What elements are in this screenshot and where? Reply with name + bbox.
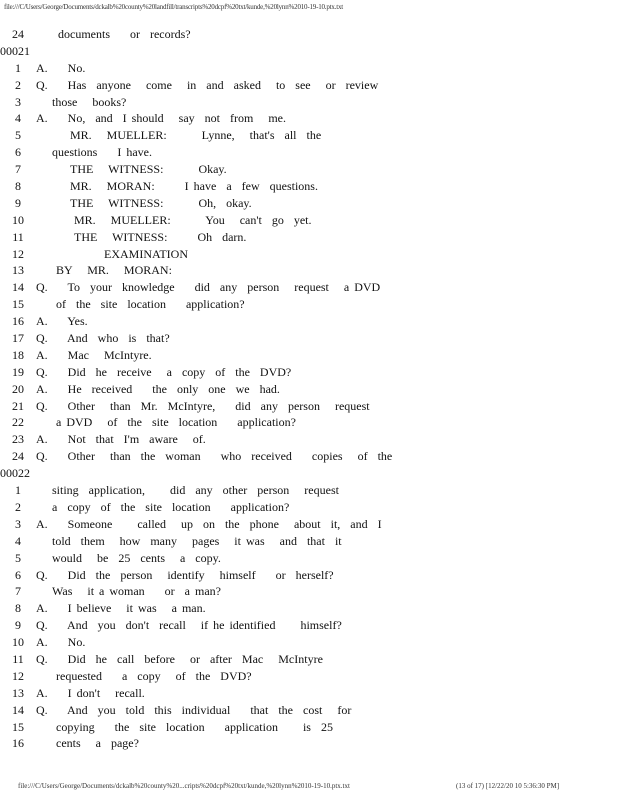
- line-number: 12: [12, 668, 24, 683]
- line-text: Q. Did the person identify himself or herself?: [36, 567, 334, 582]
- line-number: 9: [15, 618, 21, 633]
- line-number: 20: [12, 381, 24, 396]
- transcript-line: [0, 719, 618, 736]
- line-text: A. Not that I'm aware of.: [36, 432, 206, 447]
- line-text: THE WITNESS: Okay.: [70, 162, 227, 177]
- line-number: 4: [15, 533, 21, 548]
- line-number: 8: [15, 601, 21, 616]
- transcript-line: [0, 499, 618, 516]
- line-text: requested a copy of the DVD?: [56, 668, 252, 683]
- line-text: Q. Did he call before or after Mac McIntyre: [36, 651, 323, 666]
- line-text: those books?: [52, 94, 127, 109]
- transcript-line: [0, 77, 618, 94]
- line-text: A. No.: [36, 60, 86, 75]
- line-number: 11: [12, 651, 24, 666]
- line-text: A. He received the only one we had.: [36, 381, 280, 396]
- line-number: 6: [15, 567, 21, 582]
- transcript-line: [0, 482, 618, 499]
- line-number: 23: [12, 432, 24, 447]
- transcript-line: [0, 296, 618, 313]
- transcript-line: [0, 144, 618, 161]
- line-number: 15: [12, 719, 24, 734]
- transcript-line: [0, 60, 618, 77]
- transcript-line: [0, 398, 618, 415]
- page-number-line: [0, 465, 618, 482]
- line-text: Q. And who is that?: [36, 331, 170, 346]
- line-number: 10: [12, 212, 24, 227]
- transcript-line: [0, 431, 618, 448]
- line-number: 24: [12, 27, 24, 41]
- page-number: 00022: [0, 466, 30, 481]
- line-number: 13: [12, 685, 24, 700]
- line-text: of the site location application?: [56, 297, 245, 312]
- transcript-line: [0, 127, 618, 144]
- transcript-line: [0, 262, 618, 279]
- transcript-line: [0, 330, 618, 347]
- transcript-line: [0, 651, 618, 668]
- transcript-body: [0, 26, 618, 752]
- line-text: MR. MUELLER: Lynne, that's all the: [70, 128, 322, 143]
- line-text: Q. Did he receive a copy of the DVD?: [36, 364, 292, 379]
- line-text: a copy of the site location application?: [52, 499, 290, 514]
- page-info: (13 of 17) [12/22/20 10 5:36:30 PM]: [456, 782, 560, 790]
- transcript-line: [0, 347, 618, 364]
- transcript-line: [0, 600, 618, 617]
- transcript-line: [0, 634, 618, 651]
- transcript-line: [0, 414, 618, 431]
- transcript-line: [0, 448, 618, 465]
- line-text: told them how many pages it was and that it: [52, 533, 342, 548]
- line-number: 19: [12, 364, 24, 379]
- line-text: THE WITNESS: Oh, okay.: [70, 195, 252, 210]
- line-text: MR. MUELLER: You can't go yet.: [74, 212, 312, 227]
- line-text: copying the site location application is 25: [56, 719, 333, 734]
- transcript-line: [0, 279, 618, 296]
- line-number: 22: [12, 415, 24, 430]
- line-text: Q. Has anyone come in and asked to see or review: [36, 77, 379, 92]
- line-number: 14: [12, 280, 24, 295]
- line-number: 1: [15, 483, 21, 498]
- page-number-line: [0, 43, 618, 60]
- line-text: Q. Other than Mr. McIntyre, did any person request: [36, 398, 370, 413]
- transcript-line: [0, 212, 618, 229]
- source-url-header: file:///C/Users/George/Documents/dckalb%20county%20landfill/transcripts%20dcpf%20txt/kunde,%20lynn%2010-19-10.ptx.txt: [4, 3, 344, 11]
- transcript-line: [0, 516, 618, 533]
- line-text: a DVD of the site location application?: [56, 415, 296, 430]
- source-url-footer: file:///C/Users/George/Documents/dckalb%20county%20...cripts%20dcpf%20txt/kunde,%20lynn%2010-19-10.ptx.txt: [18, 782, 350, 790]
- transcript-line: [0, 550, 618, 567]
- line-number: 5: [15, 128, 21, 143]
- line-text: A. Yes.: [36, 314, 88, 329]
- line-text: MR. MORAN: I have a few questions.: [70, 179, 318, 194]
- transcript-line: [0, 229, 618, 246]
- line-text: questions I have.: [52, 145, 152, 160]
- line-number: 8: [15, 179, 21, 194]
- transcript-line: [0, 702, 618, 719]
- line-text: A. No.: [36, 635, 86, 650]
- line-number: 21: [12, 398, 24, 413]
- transcript-line: [0, 364, 618, 381]
- transcript-line: [0, 533, 618, 550]
- line-text: cents a page?: [56, 736, 139, 751]
- line-number: 18: [12, 347, 24, 362]
- line-number: 5: [15, 550, 21, 565]
- transcript-line: [0, 246, 618, 263]
- line-text: Q. And you don't recall if he identified himself?: [36, 618, 342, 633]
- line-text: A. Someone called up on the phone about it, and I: [36, 516, 382, 531]
- line-number: 13: [12, 263, 24, 278]
- transcript-line: [0, 685, 618, 702]
- line-number: 2: [15, 77, 21, 92]
- transcript-line: [0, 617, 618, 634]
- line-number: 17: [12, 331, 24, 346]
- line-text: Was it a woman or a man?: [52, 584, 221, 599]
- line-text: THE WITNESS: Oh darn.: [74, 229, 247, 244]
- transcript-line: [0, 567, 618, 584]
- line-text: BY MR. MORAN:: [56, 263, 172, 278]
- line-number: 12: [12, 246, 24, 261]
- transcript-line: [0, 26, 618, 43]
- line-text: siting application, did any other person request: [52, 483, 339, 498]
- line-text: Q. Other than the woman who received copies of the: [36, 449, 393, 464]
- transcript-line: [0, 313, 618, 330]
- line-number: 7: [15, 162, 21, 177]
- transcript-line: [0, 583, 618, 600]
- transcript-line: [0, 668, 618, 685]
- transcript-line: [0, 161, 618, 178]
- line-number: 3: [15, 516, 21, 531]
- line-number: 15: [12, 297, 24, 312]
- transcript-line: [0, 381, 618, 398]
- line-text: A. I don't recall.: [36, 685, 145, 700]
- line-text: Q. To your knowledge did any person request a DVD: [36, 280, 381, 295]
- line-number: 1: [15, 60, 21, 75]
- transcript-line: [0, 178, 618, 195]
- line-number: 2: [15, 499, 21, 514]
- page-number: 00021: [0, 43, 30, 58]
- line-number: 4: [15, 111, 21, 126]
- line-text: A. I believe it was a man.: [36, 601, 206, 616]
- line-number: 16: [12, 314, 24, 329]
- line-number: 11: [12, 229, 24, 244]
- line-text: documents or records?: [58, 27, 191, 41]
- transcript-line: [0, 110, 618, 127]
- line-text: would be 25 cents a copy.: [52, 550, 221, 565]
- line-number: 6: [15, 145, 21, 160]
- transcript-line: [0, 735, 618, 752]
- line-number: 10: [12, 635, 24, 650]
- line-number: 9: [15, 195, 21, 210]
- line-number: 24: [12, 449, 24, 464]
- line-text: A. Mac McIntyre.: [36, 347, 152, 362]
- line-number: 14: [12, 702, 24, 717]
- line-text: Q. And you told this individual that the cost for: [36, 702, 352, 717]
- line-text: EXAMINATION: [104, 246, 188, 261]
- line-number: 7: [15, 584, 21, 599]
- line-number: 3: [15, 94, 21, 109]
- transcript-line: [0, 195, 618, 212]
- line-text: A. No, and I should say not from me.: [36, 111, 286, 126]
- line-number: 16: [12, 736, 24, 751]
- transcript-line: [0, 94, 618, 111]
